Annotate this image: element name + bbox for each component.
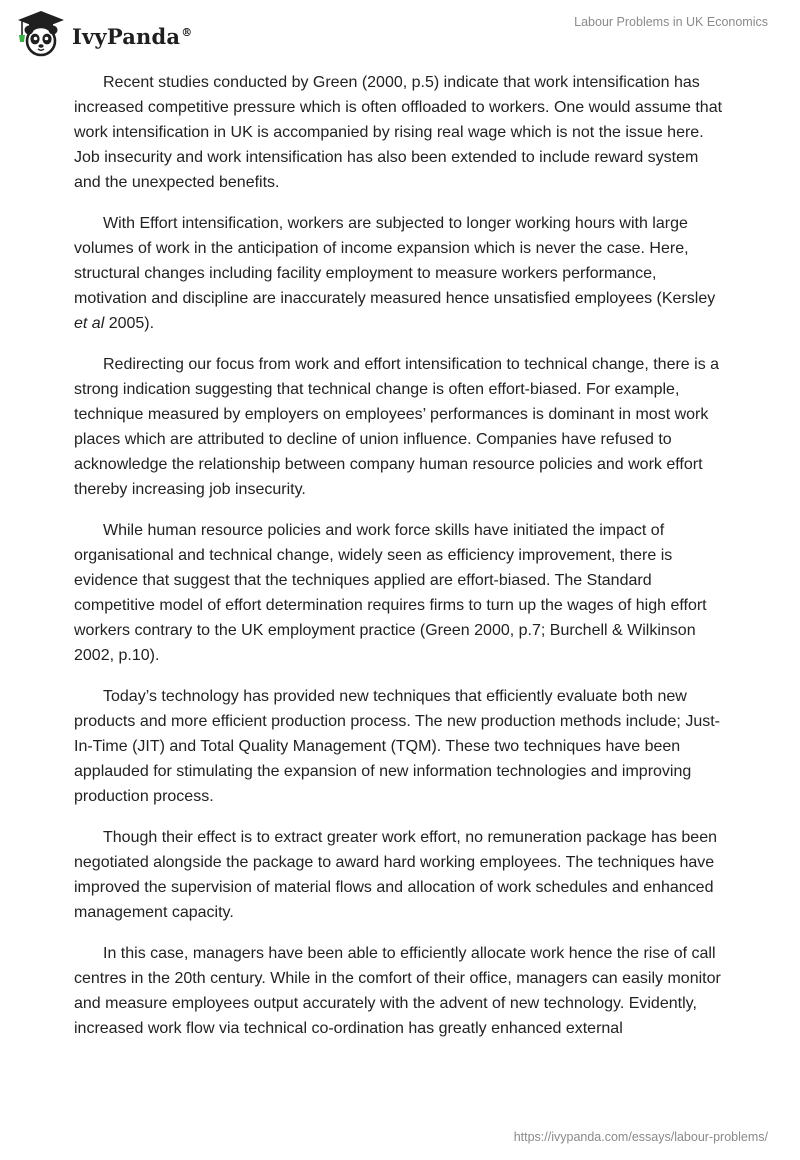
paragraph: Redirecting our focus from work and effort intensification to technical change, there is a strong indication suggesting that technical change is often effort-biased. For example, technique measured by employers on employees’ performances is dominant in most work places which are attributed to decline of union influence. Companies have refused to acknowledge the relationship between company human resource policies and work effort thereby increasing job insecurity. — [74, 356, 720, 498]
essay-body — [74, 70, 728, 1057]
registered-mark: ® — [181, 25, 193, 39]
logo-brand-name: IvyPanda — [72, 23, 181, 49]
logo-wordmark — [72, 24, 192, 49]
paragraph-italic-text: et al — [74, 315, 105, 332]
ivypanda-logo[interactable] — [14, 9, 192, 57]
paragraph-text: 2005). — [104, 315, 155, 332]
page-header — [0, 0, 800, 64]
panda-graduate-icon — [14, 9, 68, 57]
paragraph: Today’s technology has provided new techniques that efficiently evaluate both new products and more efficient production process. The new production methods include; Just-In-Time (JIT) and Total Quality Management (TQM). These two techniques have been applauded for stimulating the expansion of new information technologies and improving production process. — [74, 688, 720, 805]
document-title: Labour Problems in UK Economics — [574, 15, 768, 29]
paragraph: Recent studies conducted by Green (2000, p.5) indicate that work intensification has increased competitive pressure which is often offloaded to workers. One would assume that work intensification in UK is accompanied by rising real wage which is not the issue here. Job insecurity and work intensification has also been extended to include reward system and the unexpected benefits. — [74, 74, 723, 191]
paragraph: In this case, managers have been able to efficiently allocate work hence the rise of call centres in the 20th century. While in the comfort of their office, managers can easily monitor and measure employees output accurately with the advent of new technology. Evidently, increased work flow via technical co-ordination has greatly enhanced external — [74, 945, 721, 1037]
paragraph: Though their effect is to extract greater work effort, no remuneration package has been negotiated alongside the package to award hard working employees. The techniques have improved the supervision of material flows and allocation of work schedules and enhanced management capacity. — [74, 829, 717, 921]
paragraph-text: With Effort intensification, workers are subjected to longer working hours with large volumes of work in the anticipation of income expansion which is never the case. Here, structural changes including facility employment to measure workers performance, motivation and discipline are inaccurately measured hence unsatisfied employees (Kersley — [74, 215, 716, 307]
source-url-link[interactable]: https://ivypanda.com/essays/labour-problems/ — [513, 1130, 768, 1144]
paragraph — [74, 211, 728, 336]
paragraph: While human resource policies and work force skills have initiated the impact of organisational and technical change, widely seen as efficiency improvement, there is evidence that suggest that the techniques applied are effort-biased. The Standard competitive model of effort determination requires firms to turn up the wages of high effort workers contrary to the UK employment practice (Green 2000, p.7; Burchell & Wilkinson 2002, p.10). — [74, 522, 707, 664]
